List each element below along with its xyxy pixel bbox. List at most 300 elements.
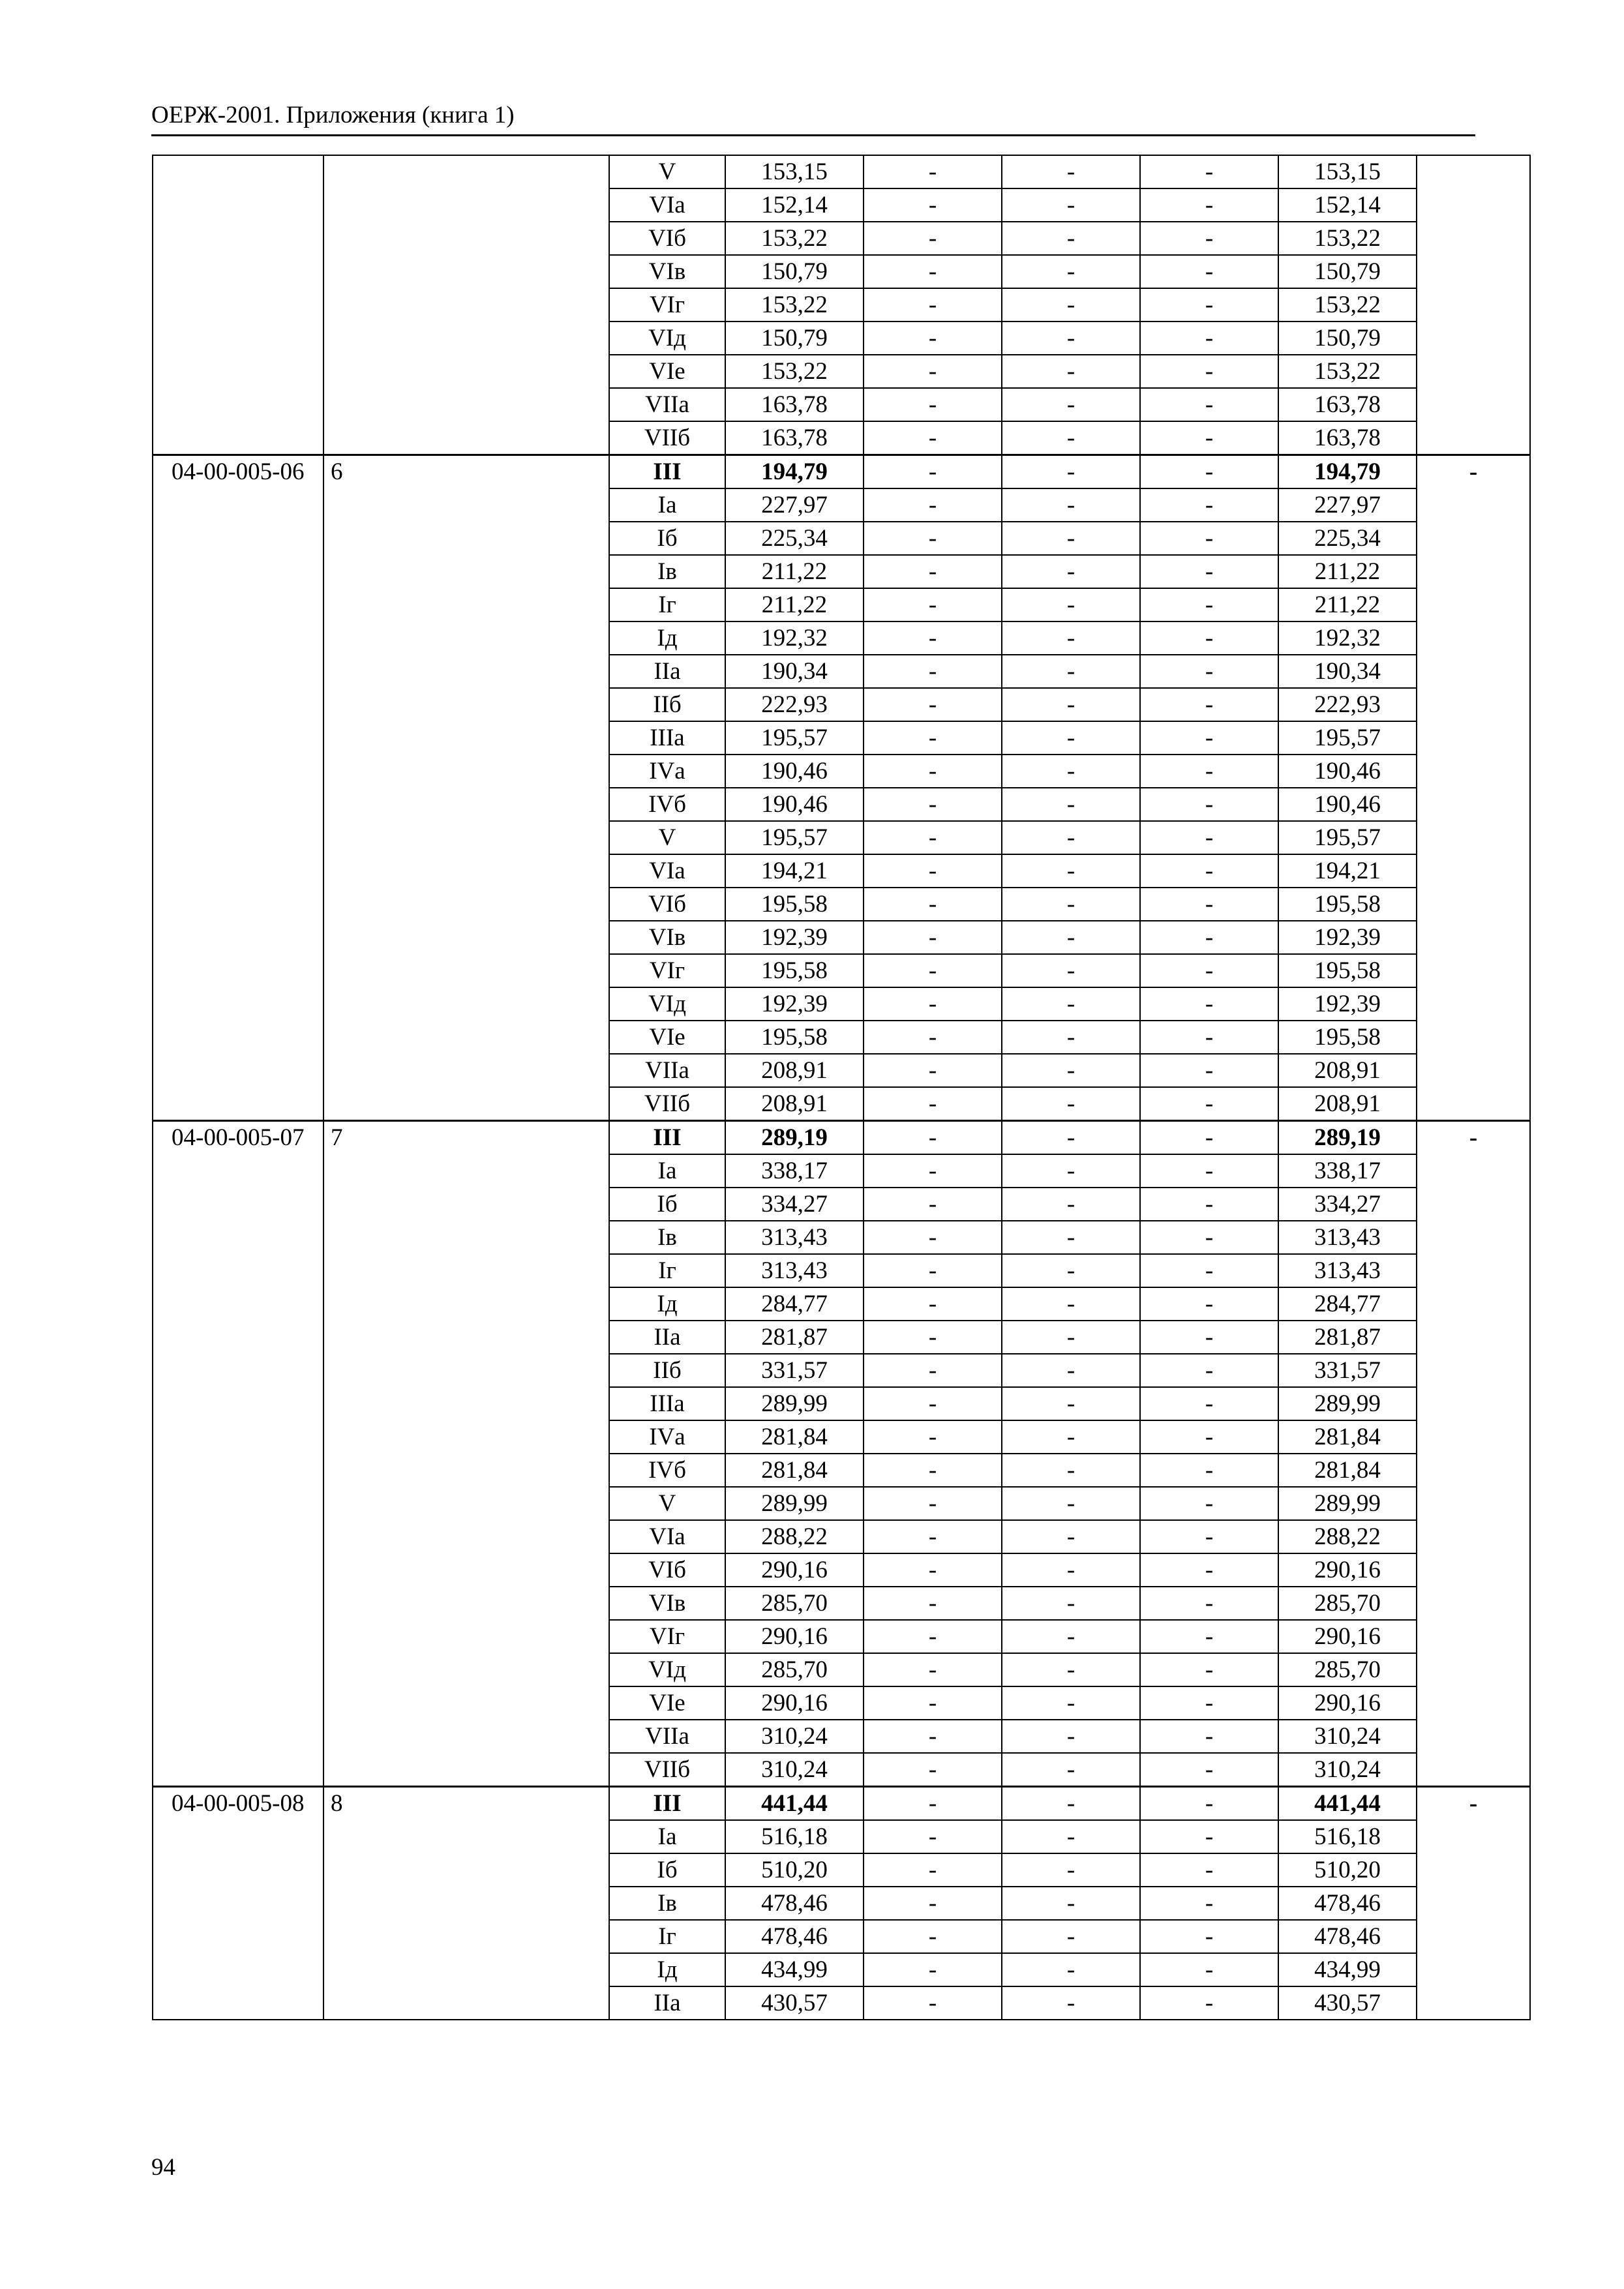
column-3-cell: - <box>864 888 1002 921</box>
column-5-cell: - <box>1140 1553 1278 1587</box>
column-5-cell: - <box>1140 355 1278 388</box>
column-3-cell: - <box>864 155 1002 188</box>
total-cell: 190,46 <box>1278 755 1417 788</box>
column-4-cell: - <box>1002 1354 1140 1387</box>
item-number-cell: 7 <box>323 1121 609 1787</box>
value-cell: 195,57 <box>725 821 864 854</box>
column-5-cell: - <box>1140 255 1278 288</box>
column-5-cell: - <box>1140 1820 1278 1853</box>
column-3-cell: - <box>864 1387 1002 1420</box>
column-4-cell: - <box>1002 1653 1140 1686</box>
column-3-cell: - <box>864 555 1002 588</box>
column-4-cell: - <box>1002 1686 1140 1720</box>
column-5-cell: - <box>1140 1920 1278 1953</box>
value-cell: 313,43 <box>725 1254 864 1287</box>
category-cell: VIа <box>609 1520 725 1553</box>
category-cell: VIв <box>609 255 725 288</box>
column-5-cell: - <box>1140 888 1278 921</box>
category-cell: Iв <box>609 1221 725 1254</box>
total-cell: 516,18 <box>1278 1820 1417 1853</box>
total-cell: 208,91 <box>1278 1054 1417 1087</box>
column-5-cell: - <box>1140 1620 1278 1653</box>
column-3-cell: - <box>864 1154 1002 1188</box>
item-number-cell <box>323 155 609 455</box>
total-cell: 281,84 <box>1278 1420 1417 1454</box>
remark-cell: - <box>1417 1121 1530 1787</box>
column-5-cell: - <box>1140 1254 1278 1287</box>
table-row-group-start <box>153 1787 1530 1821</box>
value-cell: 281,84 <box>725 1420 864 1454</box>
column-5-cell: - <box>1140 1054 1278 1087</box>
column-4-cell: - <box>1002 1887 1140 1920</box>
column-3-cell: - <box>864 588 1002 621</box>
column-5-cell: - <box>1140 1887 1278 1920</box>
rate-code-cell: 04-00-005-06 <box>153 455 323 1121</box>
column-3-cell: - <box>864 1787 1002 1821</box>
category-cell: Iб <box>609 522 725 555</box>
category-cell: V <box>609 155 725 188</box>
category-cell: VIв <box>609 1587 725 1620</box>
column-4-cell: - <box>1002 1553 1140 1587</box>
column-4-cell: - <box>1002 421 1140 455</box>
total-cell: 192,39 <box>1278 921 1417 954</box>
category-cell: VIIб <box>609 1753 725 1787</box>
column-5-cell: - <box>1140 721 1278 755</box>
value-cell: 190,46 <box>725 755 864 788</box>
remark-cell <box>1417 155 1530 455</box>
column-5-cell: - <box>1140 621 1278 655</box>
value-cell: 195,58 <box>725 954 864 987</box>
total-cell: 190,46 <box>1278 788 1417 821</box>
table-row-group-start <box>153 1121 1530 1155</box>
value-cell: 195,58 <box>725 1021 864 1054</box>
category-cell: Iг <box>609 1254 725 1287</box>
category-cell: Iд <box>609 621 725 655</box>
column-4-cell: - <box>1002 1853 1140 1887</box>
column-3-cell: - <box>864 688 1002 721</box>
value-cell: 195,57 <box>725 721 864 755</box>
table-body <box>153 155 1530 2020</box>
column-3-cell: - <box>864 1520 1002 1553</box>
category-cell: IVб <box>609 788 725 821</box>
column-5-cell: - <box>1140 688 1278 721</box>
category-cell: VIIб <box>609 421 725 455</box>
column-4-cell: - <box>1002 888 1140 921</box>
column-4-cell: - <box>1002 1387 1140 1420</box>
column-5-cell: - <box>1140 1154 1278 1188</box>
column-5-cell: - <box>1140 821 1278 854</box>
column-3-cell: - <box>864 655 1002 688</box>
value-cell: 478,46 <box>725 1920 864 1953</box>
column-4-cell: - <box>1002 721 1140 755</box>
column-3-cell: - <box>864 788 1002 821</box>
column-4-cell: - <box>1002 1021 1140 1054</box>
value-cell: 478,46 <box>725 1887 864 1920</box>
column-3-cell: - <box>864 1021 1002 1054</box>
column-4-cell: - <box>1002 488 1140 522</box>
value-cell: 192,32 <box>725 621 864 655</box>
total-cell: 211,22 <box>1278 588 1417 621</box>
category-cell: Iг <box>609 588 725 621</box>
column-3-cell: - <box>864 1487 1002 1520</box>
column-3-cell: - <box>864 222 1002 255</box>
column-4-cell: - <box>1002 854 1140 888</box>
total-cell: 313,43 <box>1278 1221 1417 1254</box>
total-cell: 163,78 <box>1278 388 1417 421</box>
total-cell: 434,99 <box>1278 1953 1417 1986</box>
column-5-cell: - <box>1140 322 1278 355</box>
column-4-cell: - <box>1002 1720 1140 1753</box>
value-cell: 285,70 <box>725 1587 864 1620</box>
total-cell: 153,15 <box>1278 155 1417 188</box>
value-cell: 163,78 <box>725 421 864 455</box>
category-cell: III <box>609 1121 725 1155</box>
column-3-cell: - <box>864 455 1002 489</box>
column-5-cell: - <box>1140 1287 1278 1321</box>
value-cell: 190,46 <box>725 788 864 821</box>
column-5-cell: - <box>1140 1188 1278 1221</box>
total-cell: 290,16 <box>1278 1686 1417 1720</box>
category-cell: VIе <box>609 355 725 388</box>
category-cell: VIа <box>609 188 725 222</box>
column-5-cell: - <box>1140 222 1278 255</box>
category-cell: VIIа <box>609 1054 725 1087</box>
total-cell: 285,70 <box>1278 1587 1417 1620</box>
total-cell: 290,16 <box>1278 1620 1417 1653</box>
column-5-cell: - <box>1140 1953 1278 1986</box>
total-cell: 478,46 <box>1278 1887 1417 1920</box>
remark-cell: - <box>1417 455 1530 1121</box>
category-cell: IIIа <box>609 1387 725 1420</box>
total-cell: 195,58 <box>1278 888 1417 921</box>
column-4-cell: - <box>1002 1587 1140 1620</box>
column-4-cell: - <box>1002 1087 1140 1121</box>
value-cell: 163,78 <box>725 388 864 421</box>
column-3-cell: - <box>864 1720 1002 1753</box>
column-5-cell: - <box>1140 188 1278 222</box>
column-3-cell: - <box>864 188 1002 222</box>
column-5-cell: - <box>1140 921 1278 954</box>
total-cell: 194,79 <box>1278 455 1417 489</box>
column-4-cell: - <box>1002 522 1140 555</box>
column-3-cell: - <box>864 1321 1002 1354</box>
column-3-cell: - <box>864 1686 1002 1720</box>
column-4-cell: - <box>1002 1787 1140 1821</box>
column-5-cell: - <box>1140 1387 1278 1420</box>
column-3-cell: - <box>864 1188 1002 1221</box>
total-cell: 208,91 <box>1278 1087 1417 1121</box>
value-cell: 225,34 <box>725 522 864 555</box>
category-cell: IIа <box>609 1986 725 2020</box>
column-5-cell: - <box>1140 1087 1278 1121</box>
total-cell: 195,57 <box>1278 721 1417 755</box>
column-4-cell: - <box>1002 1254 1140 1287</box>
column-4-cell: - <box>1002 954 1140 987</box>
column-5-cell: - <box>1140 1787 1278 1821</box>
column-4-cell: - <box>1002 1188 1140 1221</box>
value-cell: 192,39 <box>725 921 864 954</box>
total-cell: 152,14 <box>1278 188 1417 222</box>
column-4-cell: - <box>1002 588 1140 621</box>
value-cell: 208,91 <box>725 1054 864 1087</box>
value-cell: 516,18 <box>725 1820 864 1853</box>
value-cell: 310,24 <box>725 1720 864 1753</box>
column-5-cell: - <box>1140 1121 1278 1155</box>
column-3-cell: - <box>864 755 1002 788</box>
value-cell: 227,97 <box>725 488 864 522</box>
column-4-cell: - <box>1002 1953 1140 1986</box>
column-5-cell: - <box>1140 421 1278 455</box>
category-cell: Iв <box>609 555 725 588</box>
category-cell: V <box>609 1487 725 1520</box>
column-5-cell: - <box>1140 1321 1278 1354</box>
value-cell: 194,79 <box>725 455 864 489</box>
column-3-cell: - <box>864 1553 1002 1587</box>
column-4-cell: - <box>1002 921 1140 954</box>
column-3-cell: - <box>864 288 1002 322</box>
column-3-cell: - <box>864 421 1002 455</box>
total-cell: 190,34 <box>1278 655 1417 688</box>
total-cell: 478,46 <box>1278 1920 1417 1953</box>
column-5-cell: - <box>1140 1587 1278 1620</box>
value-cell: 290,16 <box>725 1686 864 1720</box>
total-cell: 281,84 <box>1278 1454 1417 1487</box>
column-4-cell: - <box>1002 1420 1140 1454</box>
total-cell: 289,99 <box>1278 1487 1417 1520</box>
category-cell: VIе <box>609 1021 725 1054</box>
value-cell: 208,91 <box>725 1087 864 1121</box>
column-3-cell: - <box>864 322 1002 355</box>
total-cell: 338,17 <box>1278 1154 1417 1188</box>
column-5-cell: - <box>1140 1653 1278 1686</box>
value-cell: 153,22 <box>725 355 864 388</box>
column-5-cell: - <box>1140 155 1278 188</box>
column-4-cell: - <box>1002 1753 1140 1787</box>
column-3-cell: - <box>864 1254 1002 1287</box>
column-5-cell: - <box>1140 388 1278 421</box>
column-3-cell: - <box>864 1953 1002 1986</box>
column-3-cell: - <box>864 1820 1002 1853</box>
category-cell: Iа <box>609 488 725 522</box>
column-4-cell: - <box>1002 821 1140 854</box>
category-cell: VIе <box>609 1686 725 1720</box>
value-cell: 290,16 <box>725 1553 864 1587</box>
category-cell: V <box>609 821 725 854</box>
category-cell: Iд <box>609 1953 725 1986</box>
total-cell: 285,70 <box>1278 1653 1417 1686</box>
value-cell: 150,79 <box>725 322 864 355</box>
column-4-cell: - <box>1002 155 1140 188</box>
column-4-cell: - <box>1002 288 1140 322</box>
item-number-cell: 8 <box>323 1787 609 2020</box>
total-cell: 288,22 <box>1278 1520 1417 1553</box>
total-cell: 153,22 <box>1278 222 1417 255</box>
column-5-cell: - <box>1140 854 1278 888</box>
column-3-cell: - <box>864 1454 1002 1487</box>
category-cell: Iб <box>609 1188 725 1221</box>
category-cell: VIг <box>609 288 725 322</box>
column-3-cell: - <box>864 488 1002 522</box>
value-cell: 334,27 <box>725 1188 864 1221</box>
value-cell: 288,22 <box>725 1520 864 1553</box>
total-cell: 310,24 <box>1278 1720 1417 1753</box>
column-3-cell: - <box>864 1420 1002 1454</box>
total-cell: 150,79 <box>1278 255 1417 288</box>
category-cell: III <box>609 455 725 489</box>
page-header <box>151 97 1475 136</box>
total-cell: 290,16 <box>1278 1553 1417 1587</box>
column-3-cell: - <box>864 1853 1002 1887</box>
total-cell: 153,22 <box>1278 355 1417 388</box>
column-4-cell: - <box>1002 322 1140 355</box>
column-4-cell: - <box>1002 1221 1140 1254</box>
category-cell: IIб <box>609 1354 725 1387</box>
column-4-cell: - <box>1002 355 1140 388</box>
column-3-cell: - <box>864 1887 1002 1920</box>
column-3-cell: - <box>864 1753 1002 1787</box>
remark-cell: - <box>1417 1787 1530 2020</box>
column-4-cell: - <box>1002 1520 1140 1553</box>
column-3-cell: - <box>864 522 1002 555</box>
column-4-cell: - <box>1002 1154 1140 1188</box>
column-4-cell: - <box>1002 1820 1140 1853</box>
category-cell: VIд <box>609 322 725 355</box>
column-4-cell: - <box>1002 388 1140 421</box>
total-cell: 281,87 <box>1278 1321 1417 1354</box>
column-4-cell: - <box>1002 455 1140 489</box>
category-cell: VIг <box>609 954 725 987</box>
column-3-cell: - <box>864 721 1002 755</box>
column-5-cell: - <box>1140 1221 1278 1254</box>
column-5-cell: - <box>1140 1853 1278 1887</box>
column-4-cell: - <box>1002 1620 1140 1653</box>
category-cell: VIIб <box>609 1087 725 1121</box>
total-cell: 289,19 <box>1278 1121 1417 1155</box>
column-3-cell: - <box>864 1287 1002 1321</box>
column-3-cell: - <box>864 921 1002 954</box>
category-cell: Iб <box>609 1853 725 1887</box>
value-cell: 192,39 <box>725 987 864 1021</box>
total-cell: 211,22 <box>1278 555 1417 588</box>
column-3-cell: - <box>864 854 1002 888</box>
rates-table <box>152 155 1531 2020</box>
table-row-group-start <box>153 155 1530 188</box>
value-cell: 510,20 <box>725 1853 864 1887</box>
column-5-cell: - <box>1140 488 1278 522</box>
category-cell: VIа <box>609 854 725 888</box>
value-cell: 289,99 <box>725 1487 864 1520</box>
value-cell: 153,22 <box>725 222 864 255</box>
value-cell: 211,22 <box>725 555 864 588</box>
total-cell: 153,22 <box>1278 288 1417 322</box>
category-cell: Iд <box>609 1287 725 1321</box>
value-cell: 331,57 <box>725 1354 864 1387</box>
column-4-cell: - <box>1002 222 1140 255</box>
column-5-cell: - <box>1140 987 1278 1021</box>
category-cell: VIIа <box>609 1720 725 1753</box>
total-cell: 334,27 <box>1278 1188 1417 1221</box>
column-5-cell: - <box>1140 555 1278 588</box>
column-3-cell: - <box>864 1653 1002 1686</box>
column-3-cell: - <box>864 1587 1002 1620</box>
column-5-cell: - <box>1140 588 1278 621</box>
column-4-cell: - <box>1002 1054 1140 1087</box>
category-cell: IIIа <box>609 721 725 755</box>
column-5-cell: - <box>1140 1487 1278 1520</box>
value-cell: 290,16 <box>725 1620 864 1653</box>
value-cell: 284,77 <box>725 1287 864 1321</box>
column-3-cell: - <box>864 1354 1002 1387</box>
value-cell: 153,22 <box>725 288 864 322</box>
value-cell: 281,84 <box>725 1454 864 1487</box>
column-4-cell: - <box>1002 621 1140 655</box>
category-cell: IVб <box>609 1454 725 1487</box>
category-cell: IIа <box>609 1321 725 1354</box>
column-5-cell: - <box>1140 288 1278 322</box>
value-cell: 153,15 <box>725 155 864 188</box>
column-4-cell: - <box>1002 255 1140 288</box>
total-cell: 430,57 <box>1278 1986 1417 2020</box>
column-4-cell: - <box>1002 987 1140 1021</box>
value-cell: 441,44 <box>725 1787 864 1821</box>
column-4-cell: - <box>1002 655 1140 688</box>
value-cell: 434,99 <box>725 1953 864 1986</box>
column-4-cell: - <box>1002 1287 1140 1321</box>
column-4-cell: - <box>1002 188 1140 222</box>
total-cell: 310,24 <box>1278 1753 1417 1787</box>
total-cell: 194,21 <box>1278 854 1417 888</box>
column-5-cell: - <box>1140 1454 1278 1487</box>
category-cell: VIг <box>609 1620 725 1653</box>
category-cell: VIд <box>609 987 725 1021</box>
value-cell: 289,99 <box>725 1387 864 1420</box>
column-4-cell: - <box>1002 788 1140 821</box>
table-row-group-start <box>153 455 1530 489</box>
category-cell: VIв <box>609 921 725 954</box>
value-cell: 285,70 <box>725 1653 864 1686</box>
category-cell: IVа <box>609 755 725 788</box>
category-cell: IIб <box>609 688 725 721</box>
value-cell: 190,34 <box>725 655 864 688</box>
rate-code-cell <box>153 155 323 455</box>
column-3-cell: - <box>864 388 1002 421</box>
column-4-cell: - <box>1002 555 1140 588</box>
total-cell: 150,79 <box>1278 322 1417 355</box>
total-cell: 331,57 <box>1278 1354 1417 1387</box>
column-5-cell: - <box>1140 655 1278 688</box>
category-cell: IIа <box>609 655 725 688</box>
total-cell: 510,20 <box>1278 1853 1417 1887</box>
value-cell: 152,14 <box>725 188 864 222</box>
total-cell: 289,99 <box>1278 1387 1417 1420</box>
document-title: ОЕРЖ-2001. Приложения (книга 1) <box>151 102 515 128</box>
page-number: 94 <box>151 2154 175 2181</box>
category-cell: Iа <box>609 1154 725 1188</box>
column-5-cell: - <box>1140 954 1278 987</box>
column-3-cell: - <box>864 621 1002 655</box>
value-cell: 222,93 <box>725 688 864 721</box>
category-cell: VIб <box>609 222 725 255</box>
column-3-cell: - <box>864 255 1002 288</box>
rate-code-cell: 04-00-005-08 <box>153 1787 323 2020</box>
total-cell: 222,93 <box>1278 688 1417 721</box>
category-cell: Iг <box>609 1920 725 1953</box>
column-4-cell: - <box>1002 1920 1140 1953</box>
category-cell: Iа <box>609 1820 725 1853</box>
column-3-cell: - <box>864 1620 1002 1653</box>
value-cell: 338,17 <box>725 1154 864 1188</box>
total-cell: 195,58 <box>1278 1021 1417 1054</box>
